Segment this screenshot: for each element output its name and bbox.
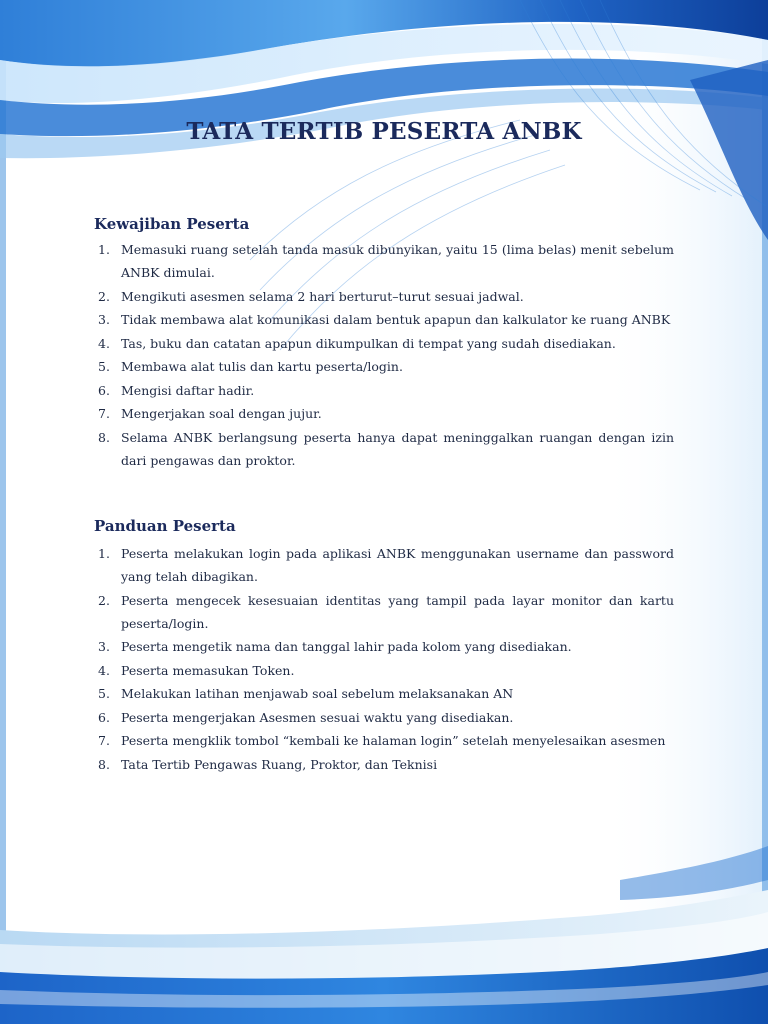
list-item-number: 5.	[98, 686, 110, 701]
list-item	[94, 753, 674, 776]
section-heading-kewajiban: Kewajiban Peserta	[94, 215, 250, 233]
list-item-number: 7.	[98, 733, 110, 748]
list-item	[94, 589, 674, 635]
list-item-text: Peserta mengecek kesesuaian identitas yang tampil pada layar monitor dan kartu peserta/login.	[121, 592, 674, 631]
list-item-text: Peserta memasukan Token.	[121, 662, 295, 678]
list-item-text: Membawa alat tulis dan kartu peserta/login.	[121, 359, 403, 374]
list-item-number: 1.	[98, 242, 110, 257]
list-item-number: 3.	[98, 312, 110, 327]
list-item-text: Memasuki ruang setelah tanda masuk dibunyikan, yaitu 15 (lima belas) menit sebelum ANBK dimulai.	[121, 242, 674, 280]
section-heading-panduan: Panduan Peserta	[94, 517, 236, 535]
list-item	[94, 729, 674, 752]
list-item-number: 2.	[98, 288, 110, 304]
list-item	[94, 426, 674, 472]
list-item	[94, 706, 674, 729]
list-item-text: Tidak membawa alat komunikasi dalam bentuk apapun dan kalkulator ke ruang ANBK	[121, 312, 671, 327]
list-item-number: 4.	[98, 662, 110, 678]
list-item-text: Melakukan latihan menjawab soal sebelum melaksanakan AN	[121, 686, 514, 701]
list-item	[94, 238, 674, 284]
list-item-text: Mengisi daftar hadir.	[121, 382, 255, 398]
list-item-number: 5.	[98, 359, 110, 374]
list-item	[94, 542, 674, 588]
list-item	[94, 682, 674, 705]
list-panduan	[94, 542, 674, 776]
list-item-number: 6.	[98, 382, 110, 398]
list-item	[94, 635, 674, 658]
list-item-number: 4.	[98, 335, 110, 351]
list-item	[94, 659, 674, 682]
list-item	[94, 402, 674, 425]
list-item	[94, 308, 674, 331]
list-item-text: Selama ANBK berlangsung peserta hanya dapat meninggalkan ruangan dengan izin dari pengawas dan proktor.	[121, 429, 674, 468]
list-item-number: 1.	[98, 546, 110, 561]
list-item-number: 8.	[98, 756, 110, 772]
list-item-text: Peserta mengetik nama dan tanggal lahir pada kolom yang disediakan.	[121, 639, 572, 654]
list-item-number: 8.	[98, 429, 110, 445]
list-kewajiban	[94, 238, 674, 472]
list-item-text: Peserta mengklik tombol “kembali ke halaman login” setelah menyelesaikan asesmen	[121, 733, 666, 748]
list-item-number: 2.	[98, 592, 110, 608]
list-item-text: Mengerjakan soal dengan jujur.	[121, 406, 322, 421]
list-item-number: 3.	[98, 639, 110, 654]
list-item-number: 6.	[98, 709, 110, 725]
page-title: TATA TERTIB PESERTA ANBK	[186, 118, 582, 145]
list-item-text: Peserta mengerjakan Asesmen sesuai waktu yang disediakan.	[121, 709, 514, 725]
list-item-number: 7.	[98, 406, 110, 421]
list-item	[94, 332, 674, 355]
list-item-text: Tata Tertib Pengawas Ruang, Proktor, dan Teknisi	[121, 756, 438, 772]
list-item	[94, 285, 674, 308]
list-item-text: Mengikuti asesmen selama 2 hari berturut–turut sesuai jadwal.	[121, 288, 524, 304]
list-item-text: Peserta melakukan login pada aplikasi ANBK menggunakan username dan password yang telah dibagikan.	[121, 546, 674, 584]
list-item	[94, 355, 674, 378]
list-item	[94, 379, 674, 402]
list-item-text: Tas, buku dan catatan apapun dikumpulkan di tempat yang sudah disediakan.	[121, 335, 616, 351]
